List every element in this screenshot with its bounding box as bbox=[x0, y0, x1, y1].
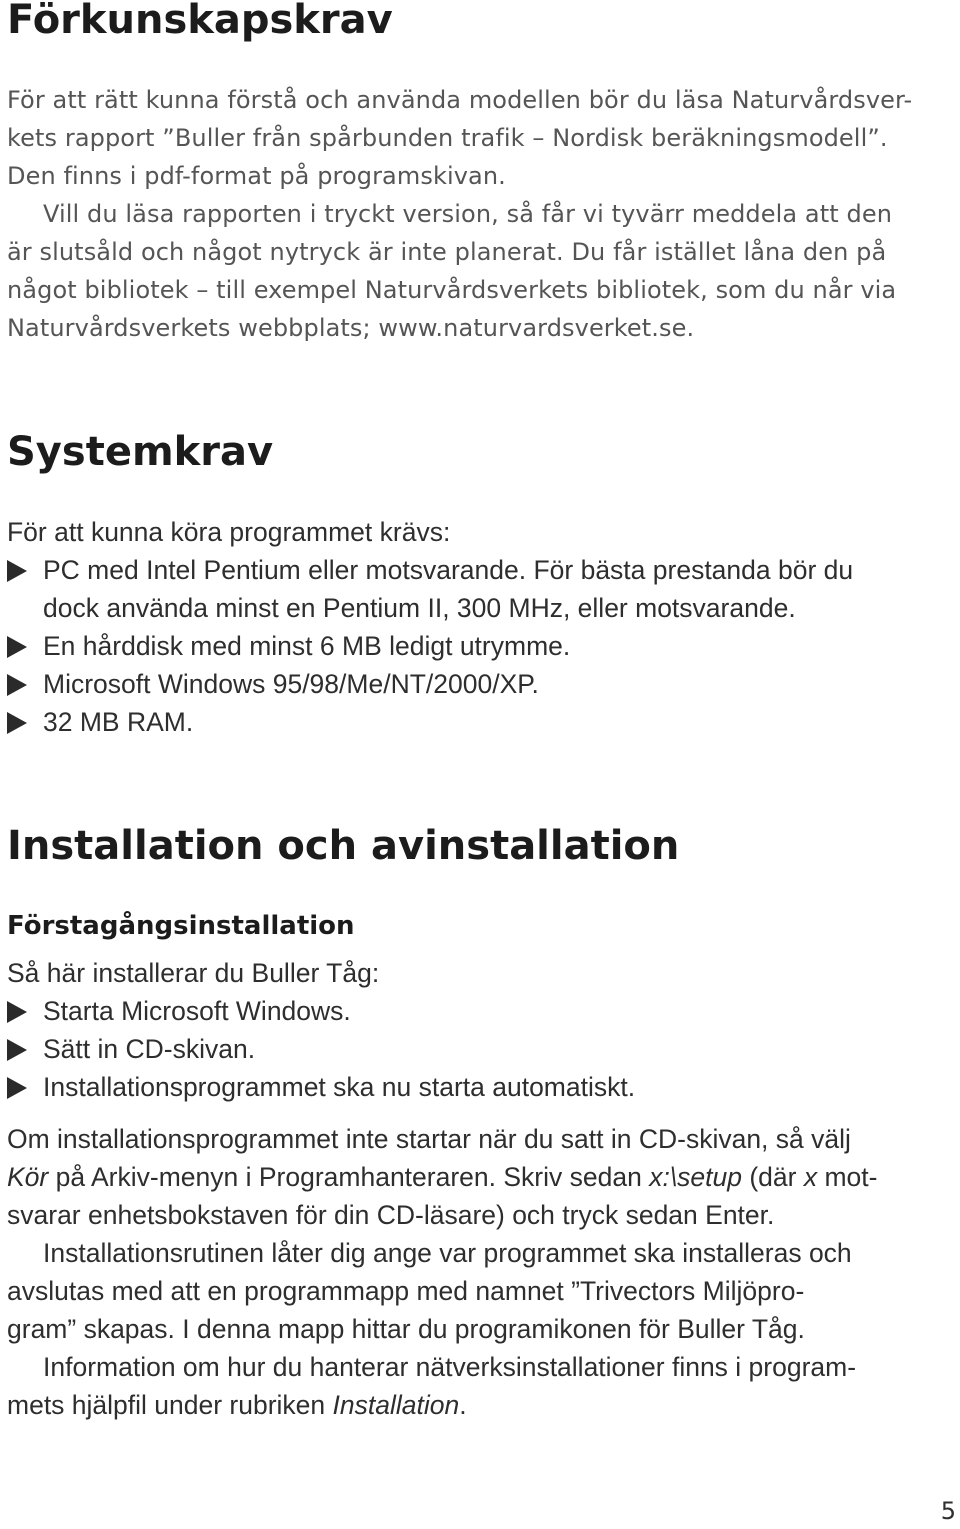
systemkrav-intro: För att kunna köra programmet krävs: bbox=[7, 517, 451, 547]
body-line: kets rapport ”Buller från spårbunden trafik – Nordisk beräkningsmodell”. bbox=[7, 124, 888, 152]
text-run: . bbox=[459, 1390, 467, 1420]
body-line: är slutsåld och något nytryck är inte planerat. Du får istället låna den på bbox=[7, 238, 887, 266]
bullet-arrow-icon bbox=[7, 674, 27, 696]
bullet-item: 32 MB RAM. bbox=[43, 707, 194, 737]
bullet-arrow-icon bbox=[7, 636, 27, 658]
bullet-item: Starta Microsoft Windows. bbox=[43, 996, 351, 1026]
italic-installation: Installation bbox=[332, 1390, 460, 1420]
italic-kor: Kör bbox=[7, 1162, 49, 1192]
bullet-item: Installationsprogrammet ska nu starta automatiskt. bbox=[43, 1072, 636, 1102]
body-line: Naturvårdsverkets webbplats; www.naturvardsverket.se. bbox=[7, 314, 695, 342]
bullet-item: En hårddisk med minst 6 MB ledigt utrymme. bbox=[43, 631, 571, 661]
para-line: avslutas med att en programmapp med namnet ”Trivectors Miljöpro- bbox=[7, 1276, 805, 1306]
bullet-arrow-icon bbox=[7, 712, 27, 734]
para-line bbox=[7, 1389, 467, 1421]
italic-setup: x:\setup bbox=[649, 1162, 742, 1192]
italic-x: x bbox=[803, 1162, 818, 1192]
para-line: Information om hur du hanterar nätverksinstallationer finns i program- bbox=[43, 1352, 857, 1382]
text-run: på Arkiv-menyn i Programhanteraren. Skriv sedan bbox=[48, 1162, 650, 1192]
heading-systemkrav: Systemkrav bbox=[7, 429, 274, 475]
bullet-item: PC med Intel Pentium eller motsvarande. För bästa prestanda bör du bbox=[43, 555, 854, 585]
page-number: 5 bbox=[940, 1497, 956, 1525]
bullet-arrow-icon bbox=[7, 1077, 27, 1099]
subheading-forstagangsinstallation: Förstagångsinstallation bbox=[7, 911, 355, 941]
bullet-arrow-icon bbox=[7, 1001, 27, 1023]
para-line: svarar enhetsbokstaven för din CD-läsare) och tryck sedan Enter. bbox=[7, 1200, 775, 1230]
bullet-item-continuation: dock använda minst en Pentium II, 300 MHz, eller motsvarande. bbox=[43, 593, 796, 623]
body-line: För att rätt kunna förstå och använda modellen bör du läsa Naturvårdsver- bbox=[7, 86, 913, 114]
para-line: Installationsrutinen låter dig ange var programmet ska installeras och bbox=[43, 1238, 852, 1268]
bullet-arrow-icon bbox=[7, 560, 27, 582]
heading-forkunskapskrav: Förkunskapskrav bbox=[7, 0, 393, 43]
bullet-item: Sätt in CD-skivan. bbox=[43, 1034, 256, 1064]
para-line: gram” skapas. I denna mapp hittar du programikonen för Buller Tåg. bbox=[7, 1314, 805, 1344]
bullet-arrow-icon bbox=[7, 1039, 27, 1061]
para-line bbox=[7, 1161, 877, 1193]
text-run: (där bbox=[742, 1162, 804, 1192]
body-line: något bibliotek – till exempel Naturvårdsverkets bibliotek, som du når via bbox=[7, 276, 897, 304]
body-line: Den finns i pdf-format på programskivan. bbox=[7, 162, 506, 190]
para-line: Om installationsprogrammet inte startar när du satt in CD-skivan, så välj bbox=[7, 1124, 851, 1154]
body-line: Vill du läsa rapporten i tryckt version, så får vi tyvärr meddela att den bbox=[43, 200, 892, 228]
bullet-item: Microsoft Windows 95/98/Me/NT/2000/XP. bbox=[43, 669, 539, 699]
installation-intro: Så här installerar du Buller Tåg: bbox=[7, 958, 380, 988]
text-run: mets hjälpfil under rubriken bbox=[7, 1390, 333, 1420]
text-run: mot- bbox=[817, 1162, 878, 1192]
heading-installation: Installation och avinstallation bbox=[7, 823, 680, 869]
